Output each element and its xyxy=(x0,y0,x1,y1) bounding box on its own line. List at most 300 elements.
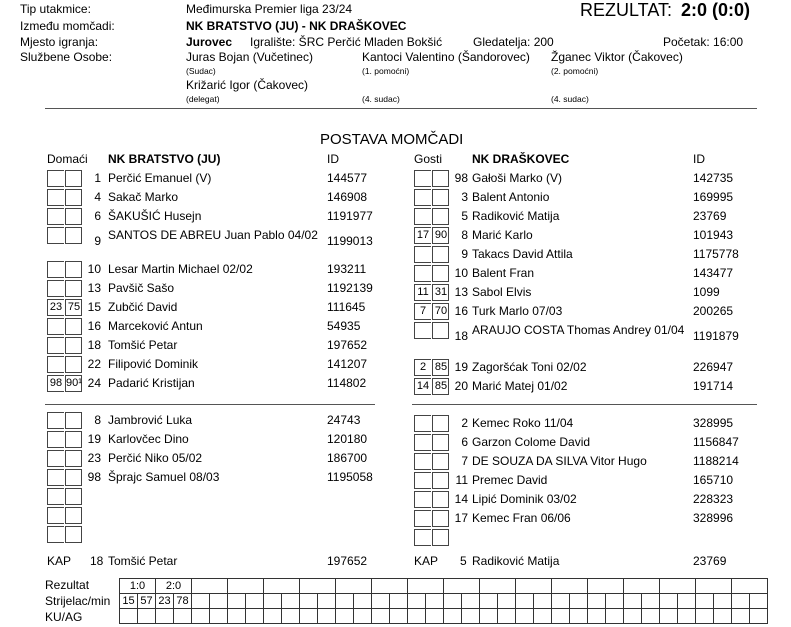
scorer-cell xyxy=(408,594,426,609)
official-delegate: Križarić Igor (Čakovec) xyxy=(186,78,309,92)
result-cell xyxy=(588,579,624,594)
player-id: 1191879 xyxy=(693,329,739,343)
sub-event-box xyxy=(414,510,431,527)
sub-event-box xyxy=(432,453,449,470)
player-number: 13 xyxy=(454,285,468,299)
sub-event-box xyxy=(47,412,64,429)
sub-id: 328996 xyxy=(693,511,734,525)
official-assistant-2: Žganec Viktor (Čakovec) xyxy=(551,50,683,64)
scorer-cell xyxy=(192,594,210,609)
kuag-cell xyxy=(408,609,426,624)
away-side-label: Gosti xyxy=(414,152,443,166)
sub-event-box xyxy=(414,472,431,489)
event-minute-1: 17 xyxy=(416,229,430,241)
player-id: 142735 xyxy=(693,171,734,185)
sub-id: 328995 xyxy=(693,416,734,430)
sub-number: 6 xyxy=(461,435,468,449)
player-id: 200265 xyxy=(693,304,734,318)
result-cell xyxy=(228,579,264,594)
player-id: 111645 xyxy=(327,300,366,314)
player-id: 144577 xyxy=(327,171,368,185)
event-minute-2: 85 xyxy=(434,361,448,373)
sub-event-box xyxy=(432,472,449,489)
player-id: 197652 xyxy=(327,338,368,352)
sub-name: Šprajc Samuel 08/03 xyxy=(108,470,220,484)
sub-name: Garzon Colome David xyxy=(472,435,591,449)
event-box xyxy=(47,356,64,373)
result-cell: 2:0 xyxy=(156,579,192,594)
result-cell xyxy=(336,579,372,594)
kuag-cell xyxy=(426,609,444,624)
player-name: Filipović Dominik xyxy=(108,357,199,371)
kuag-cell xyxy=(372,609,390,624)
player-name: Perčić Emanuel (V) xyxy=(108,171,212,185)
event-minute-2: 90 xyxy=(434,229,448,241)
competition-name: Međimurska Premier liga 23/24 xyxy=(186,2,353,16)
home-kap-name: Tomšić Petar xyxy=(108,554,178,568)
kuag-cell xyxy=(264,609,282,624)
scorer-cell xyxy=(480,594,498,609)
sub-number: 11 xyxy=(455,473,468,487)
player-id: 54935 xyxy=(327,319,361,333)
official-referee: Juras Bojan (Vučetinec) xyxy=(186,50,313,64)
scorer-cell xyxy=(660,594,678,609)
player-id: 23769 xyxy=(693,209,727,223)
scorer-cell xyxy=(732,594,750,609)
official-assistant-1: Kantoci Valentino (Šandorovec) xyxy=(362,50,530,64)
sub-event-box xyxy=(47,488,64,505)
sub-event-box xyxy=(65,507,82,524)
player-number: 16 xyxy=(454,304,468,318)
scorer-cell xyxy=(498,594,516,609)
kuag-cell xyxy=(300,609,318,624)
sub-name: Perčić Niko 05/02 xyxy=(108,451,203,465)
event-box xyxy=(47,261,64,278)
player-number: 4 xyxy=(94,190,101,204)
sub-id: 165710 xyxy=(693,473,734,487)
scorer-cell xyxy=(210,594,228,609)
event-box xyxy=(414,265,431,282)
player-number: 18 xyxy=(454,329,468,343)
kuag-cell xyxy=(336,609,354,624)
away-id-header: ID xyxy=(693,152,705,166)
kuag-cell xyxy=(246,609,264,624)
event-box xyxy=(432,189,449,206)
event-minute-2: 85 xyxy=(434,380,448,392)
kuag-cell xyxy=(534,609,552,624)
match-label: Između momčadi: xyxy=(20,19,115,33)
player-name: Sakač Marko xyxy=(108,190,179,204)
away-team-name: NK DRAŠKOVEC xyxy=(472,152,570,166)
kuag-cell xyxy=(282,609,300,624)
player-number: 13 xyxy=(87,281,101,295)
sub-name: Jambrović Luka xyxy=(108,413,193,427)
official-assistant-1-role: (1. pomoćni) xyxy=(362,66,410,76)
event-box xyxy=(65,189,82,206)
away-kap-number: 5 xyxy=(460,554,467,568)
event-box xyxy=(65,261,82,278)
result-cell xyxy=(408,579,444,594)
player-id: 141207 xyxy=(327,357,368,371)
player-id: 1199013 xyxy=(327,234,373,248)
event-box xyxy=(414,322,431,339)
sub-event-box xyxy=(47,526,64,543)
scorer-cell xyxy=(318,594,336,609)
scorer-cell xyxy=(642,594,660,609)
event-box xyxy=(47,170,64,187)
scorer-cell: 78 xyxy=(174,594,192,609)
home-kap-label: KAP xyxy=(47,554,72,568)
result-cell: 1:0 xyxy=(120,579,156,594)
kuag-cell xyxy=(714,609,732,624)
sub-event-box xyxy=(432,415,449,432)
sub-event-box xyxy=(432,510,449,527)
player-number: 22 xyxy=(87,357,101,371)
player-id: 1099 xyxy=(693,285,720,299)
result-cell xyxy=(624,579,660,594)
event-box xyxy=(414,170,431,187)
player-number: 10 xyxy=(454,266,468,280)
player-name: Pavšič Sašo xyxy=(108,281,175,295)
kuag-cell xyxy=(498,609,516,624)
scorer-cell xyxy=(570,594,588,609)
sub-number: 2 xyxy=(461,416,468,430)
header-divider xyxy=(45,108,757,109)
kuag-cell xyxy=(156,609,174,624)
kuag-cell xyxy=(606,609,624,624)
spectators: Gledatelja: 200 xyxy=(473,35,554,49)
player-number: 16 xyxy=(87,319,101,333)
event-box xyxy=(65,318,82,335)
kuag-cell xyxy=(552,609,570,624)
lineup-title: POSTAVA MOMČADI xyxy=(320,131,464,148)
player-number: 6 xyxy=(94,209,101,223)
player-name: ŠAKUŠIĆ Husejn xyxy=(108,209,202,223)
sub-event-box xyxy=(47,469,64,486)
player-id: 169995 xyxy=(693,190,734,204)
scorer-cell xyxy=(336,594,354,609)
player-id: 114802 xyxy=(327,376,367,390)
sub-event-box xyxy=(414,491,431,508)
player-number: 8 xyxy=(461,228,468,242)
sub-event-box xyxy=(65,431,82,448)
player-name: Marić Matej 01/02 xyxy=(472,379,568,393)
sub-number: 23 xyxy=(87,451,101,465)
event-minute-2: 75 xyxy=(67,301,81,313)
player-name: Radiković Matija xyxy=(472,209,560,223)
sub-id: 120180 xyxy=(327,432,368,446)
scorer-cell xyxy=(624,594,642,609)
player-number: 3 xyxy=(461,190,468,204)
player-name: Turk Marlo 07/03 xyxy=(472,304,563,318)
player-id: 1192139 xyxy=(327,281,373,295)
player-name: ARAUJO COSTA Thomas Andrey 01/04 xyxy=(472,323,685,337)
footer-row xyxy=(120,609,768,624)
venue-town: Jurovec xyxy=(186,35,233,49)
result-cell xyxy=(444,579,480,594)
scorer-cell xyxy=(552,594,570,609)
sub-id: 24743 xyxy=(327,413,361,427)
event-box xyxy=(47,318,64,335)
event-box xyxy=(65,227,82,244)
scorer-cell xyxy=(678,594,696,609)
home-divider xyxy=(45,404,375,405)
scorer-cell xyxy=(750,594,768,609)
sub-name: Karlovčec Dino xyxy=(108,432,189,446)
sub-event-box xyxy=(432,529,449,546)
event-minute-1: 7 xyxy=(419,305,427,317)
sub-event-box xyxy=(65,488,82,505)
player-id: 143477 xyxy=(693,266,734,280)
footer-kuag-label: KU/AG xyxy=(45,610,83,624)
kuag-cell xyxy=(354,609,372,624)
player-name: Balent Antonio xyxy=(472,190,550,204)
player-id: 191714 xyxy=(693,379,734,393)
event-box xyxy=(47,189,64,206)
scorer-cell xyxy=(264,594,282,609)
player-number: 98 xyxy=(454,171,468,185)
scorer-cell: 57 xyxy=(138,594,156,609)
sub-name: Kemec Roko 11/04 xyxy=(472,416,574,430)
result-cell xyxy=(552,579,588,594)
kuag-cell xyxy=(120,609,138,624)
home-kap-id: 197652 xyxy=(327,554,368,568)
player-name: Zubčić David xyxy=(108,300,178,314)
scorer-cell xyxy=(282,594,300,609)
event-box xyxy=(432,170,449,187)
event-box xyxy=(65,337,82,354)
footer-table xyxy=(119,578,768,624)
event-minute-1: 14 xyxy=(416,380,430,392)
scorer-cell xyxy=(372,594,390,609)
sub-id: 1188214 xyxy=(693,454,739,468)
event-box xyxy=(65,208,82,225)
official-delegate-role: (delegat) xyxy=(186,94,220,104)
kuag-cell xyxy=(696,609,714,624)
event-box xyxy=(432,322,449,339)
player-name: Balent Fran xyxy=(472,266,535,280)
player-name: Padarić Kristijan xyxy=(108,376,195,390)
official-fourth-role: (4. sudac) xyxy=(551,94,589,104)
scorer-cell xyxy=(246,594,264,609)
home-team-name: NK BRATSTVO (JU) xyxy=(108,152,221,166)
kickoff-time: Početak: 16:00 xyxy=(663,35,744,49)
player-number: 24 xyxy=(87,376,101,390)
scorer-cell: 23 xyxy=(156,594,174,609)
kuag-cell xyxy=(192,609,210,624)
official-controller-role: (4. sudac) xyxy=(362,94,400,104)
player-id: 101943 xyxy=(693,228,734,242)
match-teams: NK BRATSTVO (JU) - NK DRAŠKOVEC xyxy=(186,19,407,33)
result-cell xyxy=(516,579,552,594)
event-minute-1: 23 xyxy=(49,301,63,313)
kuag-cell xyxy=(444,609,462,624)
kuag-cell xyxy=(642,609,660,624)
event-minute-2: 70 xyxy=(434,305,448,317)
player-number: 20 xyxy=(454,379,468,393)
event-minute-1: 98 xyxy=(49,377,63,389)
sub-event-box xyxy=(414,529,431,546)
sub-event-box xyxy=(414,453,431,470)
sub-name: DE SOUZA DA SILVA Vitor Hugo xyxy=(472,454,647,468)
sub-event-box xyxy=(47,431,64,448)
player-name: Gałoši Marko (V) xyxy=(472,171,563,185)
match-type-label: Tip utakmice: xyxy=(20,2,91,16)
sub-id: 1195058 xyxy=(327,470,373,484)
official-assistant-2-role: (2. pomoćni) xyxy=(551,66,599,76)
player-name: Lesar Martin Michael 02/02 xyxy=(108,262,253,276)
player-number: 5 xyxy=(461,209,468,223)
sub-event-box xyxy=(65,526,82,543)
scorer-cell xyxy=(588,594,606,609)
scorer-cell xyxy=(714,594,732,609)
result-label: REZULTAT: xyxy=(580,0,673,20)
sub-event-box xyxy=(65,450,82,467)
sub-name: Kemec Fran 06/06 xyxy=(472,511,571,525)
player-name: SANTOS DE ABREU Juan Pablo 04/02 xyxy=(108,228,318,242)
sub-id: 228323 xyxy=(693,492,734,506)
away-kap-id: 23769 xyxy=(693,554,727,568)
event-box xyxy=(65,280,82,297)
player-name: Zagoršćak Toni 02/02 xyxy=(472,360,587,374)
sub-name: Lipić Dominik 03/02 xyxy=(472,492,577,506)
result-cell xyxy=(264,579,300,594)
kuag-cell xyxy=(570,609,588,624)
sub-name: Premec David xyxy=(472,473,548,487)
sub-event-box xyxy=(47,507,64,524)
event-box xyxy=(432,265,449,282)
result-cell xyxy=(192,579,228,594)
sub-event-box xyxy=(432,434,449,451)
kuag-cell xyxy=(732,609,750,624)
result-value: 2:0 (0:0) xyxy=(681,0,751,20)
event-box xyxy=(432,208,449,225)
kuag-cell xyxy=(174,609,192,624)
sub-number: 8 xyxy=(94,413,101,427)
player-number: 10 xyxy=(87,262,101,276)
result-cell xyxy=(732,579,768,594)
event-box xyxy=(47,208,64,225)
kuag-cell xyxy=(318,609,336,624)
player-name: Sabol Elvis xyxy=(472,285,532,299)
event-box xyxy=(47,227,64,244)
kuag-cell xyxy=(516,609,534,624)
event-box xyxy=(47,280,64,297)
footer-result-label: Rezultat xyxy=(45,578,90,592)
result-cell xyxy=(480,579,516,594)
player-number: 19 xyxy=(454,360,468,374)
sub-event-box xyxy=(414,415,431,432)
sub-number: 17 xyxy=(454,511,468,525)
sub-number: 14 xyxy=(454,492,468,506)
event-minute-2: 31 xyxy=(434,286,448,298)
event-box xyxy=(414,189,431,206)
player-id: 226947 xyxy=(693,360,734,374)
home-kap-number: 18 xyxy=(90,554,104,568)
scorer-cell xyxy=(606,594,624,609)
player-id: 1175778 xyxy=(693,247,739,261)
footer-row xyxy=(120,594,768,609)
event-box xyxy=(65,356,82,373)
result-cell xyxy=(372,579,408,594)
event-box xyxy=(65,170,82,187)
away-kap-name: Radiković Matija xyxy=(472,554,560,568)
home-side-label: Domaći xyxy=(47,152,88,166)
sub-event-box xyxy=(414,434,431,451)
scorer-cell xyxy=(228,594,246,609)
result-cell xyxy=(660,579,696,594)
scorer-cell xyxy=(462,594,480,609)
player-name: Tomšić Petar xyxy=(108,338,178,352)
kuag-cell xyxy=(678,609,696,624)
kuag-cell xyxy=(750,609,768,624)
away-kap-label: KAP xyxy=(414,554,439,568)
result-cell xyxy=(696,579,732,594)
player-id: 193211 xyxy=(327,262,367,276)
officials-label: Službene Osobe: xyxy=(20,50,113,64)
event-minute-2: 90¹ xyxy=(66,377,82,389)
away-divider xyxy=(412,404,757,405)
event-box xyxy=(432,246,449,263)
player-number: 1 xyxy=(94,171,101,185)
scorer-cell xyxy=(696,594,714,609)
scorer-cell: 15 xyxy=(120,594,138,609)
kuag-cell xyxy=(228,609,246,624)
sub-id: 1156847 xyxy=(693,435,739,449)
scorer-cell xyxy=(354,594,372,609)
kuag-cell xyxy=(462,609,480,624)
sub-number: 7 xyxy=(461,454,468,468)
player-number: 9 xyxy=(94,234,101,248)
sub-id: 186700 xyxy=(327,451,368,465)
kuag-cell xyxy=(624,609,642,624)
kuag-cell xyxy=(210,609,228,624)
scorer-cell xyxy=(426,594,444,609)
result-cell xyxy=(300,579,336,594)
official-referee-role: (Sudac) xyxy=(186,66,216,76)
kuag-cell xyxy=(480,609,498,624)
event-minute-1: 11 xyxy=(417,286,429,298)
player-id: 1191977 xyxy=(327,209,373,223)
player-id: 146908 xyxy=(327,190,368,204)
event-box xyxy=(414,208,431,225)
player-name: Marceković Antun xyxy=(108,319,203,333)
sub-event-box xyxy=(65,412,82,429)
footer-row xyxy=(120,579,768,594)
kuag-cell xyxy=(660,609,678,624)
kuag-cell xyxy=(138,609,156,624)
sub-number: 98 xyxy=(87,470,101,484)
venue-ground: Igralište: ŠRC Perčić Mladen Bokšić xyxy=(250,35,443,49)
sub-event-box xyxy=(47,450,64,467)
venue-label: Mjesto igranja: xyxy=(20,35,99,49)
player-name: Takacs David Attila xyxy=(472,247,573,261)
sub-event-box xyxy=(65,469,82,486)
scorer-cell xyxy=(390,594,408,609)
sub-event-box xyxy=(432,491,449,508)
footer-scorer-label: Strijelac/min xyxy=(45,594,111,608)
kuag-cell xyxy=(390,609,408,624)
event-box xyxy=(47,337,64,354)
event-minute-1: 2 xyxy=(419,361,427,373)
player-number: 15 xyxy=(87,300,101,314)
scorer-cell xyxy=(534,594,552,609)
event-box xyxy=(414,246,431,263)
scorer-cell xyxy=(516,594,534,609)
player-number: 9 xyxy=(461,247,468,261)
sub-number: 19 xyxy=(87,432,101,446)
scorer-cell xyxy=(300,594,318,609)
